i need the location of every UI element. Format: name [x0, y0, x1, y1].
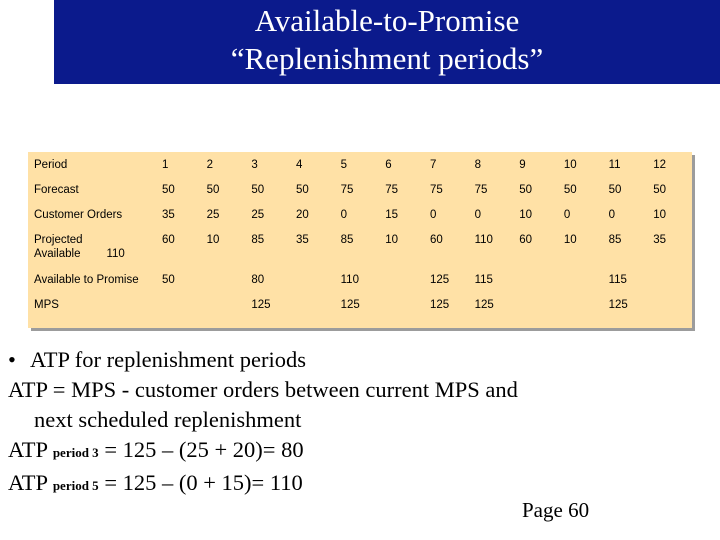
bullet-line [8, 345, 708, 375]
slide-subtitle: “Replenishment periods” [230, 41, 544, 76]
formula-continuation: next scheduled replenishment [34, 407, 302, 432]
table-cell [513, 267, 558, 292]
table-cell [201, 292, 246, 317]
table-cell: 0 [340, 209, 348, 221]
table-cell: 125 [340, 299, 360, 311]
table-cell: 10 [385, 234, 399, 246]
equation-prefix: ATP [8, 437, 53, 462]
table-cell: 75 [340, 184, 354, 196]
bullet-mark: • [8, 347, 16, 372]
table-cell: 10 [653, 209, 667, 221]
table-cell [290, 267, 335, 292]
table-cell: 110 [340, 274, 359, 286]
table-cell: 5 [340, 159, 348, 171]
row-label [28, 177, 156, 202]
table-cell: 50 [295, 184, 309, 196]
row-label-text: Customer Orders [34, 209, 123, 221]
table-cell: 50 [206, 184, 220, 196]
equation-body: = 125 – (0 + 15)= 110 [98, 470, 303, 495]
equation-subscript: period 3 [52, 445, 99, 460]
table-cell: 50 [563, 184, 577, 196]
equation-prefix: ATP [8, 470, 53, 495]
row-label [28, 152, 156, 177]
table-cell: 0 [563, 209, 571, 221]
table-cell: 75 [385, 184, 399, 196]
table-cell: 110 [474, 234, 493, 246]
table-cell: 50 [162, 274, 175, 286]
table-cell [290, 292, 335, 317]
table-cell: 10 [519, 209, 533, 221]
table-cell: 60 [429, 234, 443, 246]
table-cell [647, 267, 692, 292]
table-cell: 1 [162, 159, 169, 171]
table-cell: 125 [429, 299, 450, 311]
table-cell [558, 267, 603, 292]
table-cell: 60 [519, 234, 533, 246]
explanation-text [8, 345, 708, 501]
table-cell: 35 [295, 234, 309, 246]
table-cell: 60 [162, 234, 175, 246]
table-cell [647, 292, 692, 317]
table-cell: 85 [608, 234, 622, 246]
table-cell: 50 [162, 184, 175, 196]
formula-line: ATP = MPS - customer orders between current MPS and [8, 377, 518, 402]
table-cell: 10 [563, 159, 577, 171]
table-cell: 25 [251, 209, 265, 221]
table-cell [156, 292, 201, 317]
row-label-text: Projected [34, 234, 83, 246]
table-cell: 85 [340, 234, 354, 246]
table-row [28, 292, 692, 317]
table-cell: 20 [295, 209, 309, 221]
row-label [28, 267, 156, 292]
atp-period3-equation [8, 435, 708, 468]
table-cell: 50 [608, 184, 622, 196]
table-cell: 80 [251, 274, 265, 286]
table-cell: 85 [251, 234, 265, 246]
row-label-text: Forecast [34, 184, 79, 196]
table-row [28, 227, 692, 267]
table-cell: 115 [474, 274, 493, 286]
table-cell: 6 [385, 159, 392, 171]
equation-subscript: period 5 [52, 478, 99, 493]
table-cell: 125 [251, 299, 271, 311]
bullet-text: ATP for replenishment periods [30, 347, 306, 372]
table-cell: 0 [608, 209, 615, 221]
table-cell [558, 292, 603, 317]
slide-title: Available-to-Promise [254, 3, 520, 38]
atp-table-container [28, 152, 692, 328]
atp-period5-equation [8, 468, 708, 501]
table-cell: 75 [429, 184, 443, 196]
table-row [28, 202, 692, 227]
table-cell: 125 [474, 299, 494, 311]
row-label [28, 227, 156, 267]
table-cell: 115 [608, 274, 627, 286]
table-cell: 0 [474, 209, 481, 221]
table-cell: 25 [206, 209, 220, 221]
row-label-text: Period [34, 159, 68, 171]
table-cell: 35 [162, 209, 175, 221]
atp-table [28, 152, 692, 317]
table-cell: 9 [519, 159, 526, 171]
table-row [28, 177, 692, 202]
table-cell: 75 [474, 184, 488, 196]
table-row [28, 152, 692, 177]
table-cell: 12 [653, 159, 667, 171]
table-cell: 50 [519, 184, 533, 196]
table-cell: 15 [385, 209, 399, 221]
table-cell: 10 [206, 234, 220, 246]
table-cell: 35 [653, 234, 667, 246]
table-cell: 50 [653, 184, 667, 196]
table-cell: 3 [251, 159, 258, 171]
table-cell: 10 [563, 234, 577, 246]
table-cell: 4 [295, 159, 303, 171]
title-banner [54, 0, 720, 84]
row-label-text-2: Available [34, 248, 81, 260]
table-row [28, 267, 692, 292]
row-label-text: MPS [34, 299, 59, 311]
page-number: Page 60 [522, 498, 590, 522]
table-cell [379, 292, 424, 317]
table-cell: 2 [206, 159, 214, 171]
row-label [28, 202, 156, 227]
table-cell: 7 [429, 159, 437, 171]
table-cell: 125 [429, 274, 450, 286]
table-cell [379, 267, 424, 292]
table-cell: 125 [608, 299, 628, 311]
equation-body: = 125 – (25 + 20)= 80 [98, 437, 304, 462]
table-cell: 8 [474, 159, 481, 171]
table-cell [513, 292, 558, 317]
initial-inventory-value: 110 [106, 248, 125, 260]
row-label [28, 292, 156, 317]
table-cell: 11 [608, 159, 621, 171]
table-cell [201, 267, 246, 292]
table-cell: 0 [429, 209, 437, 221]
table-cell: 50 [251, 184, 265, 196]
row-label-text: Available to Promise [34, 274, 139, 286]
